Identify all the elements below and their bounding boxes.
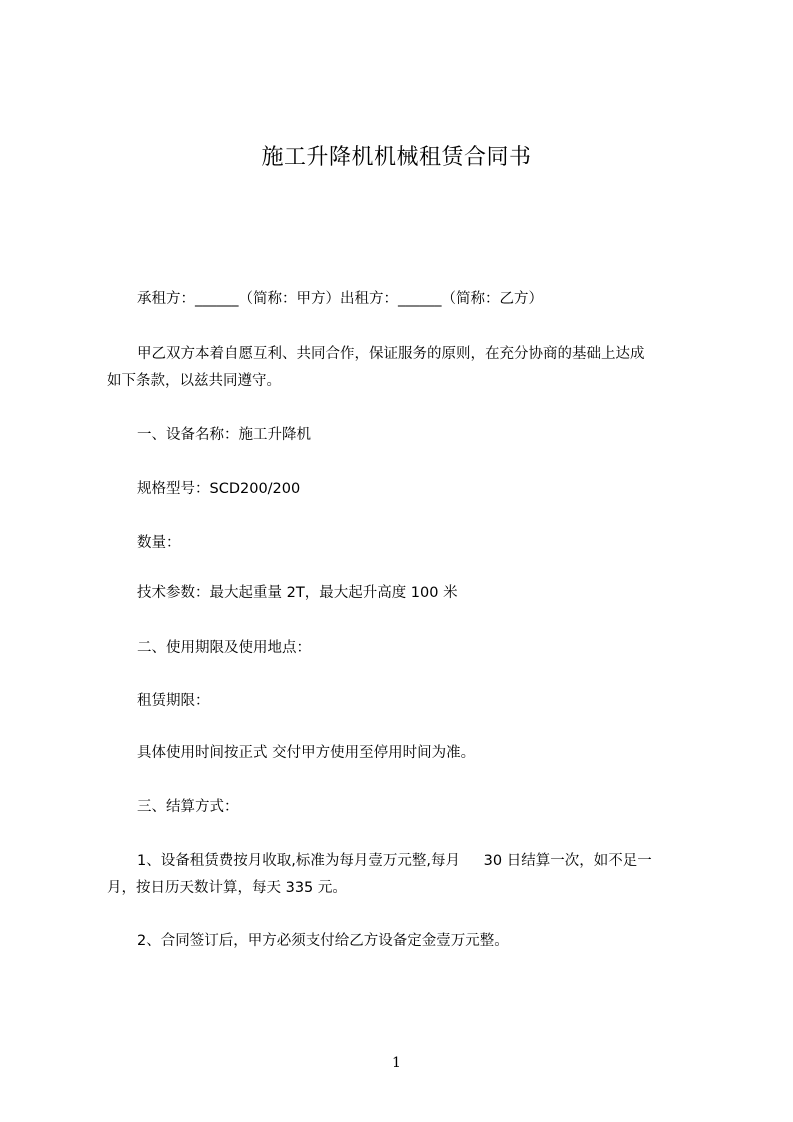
preamble-line-1: 甲乙双方本着自愿互利、共同合作，保证服务的原则，在充分协商的基础上达成 <box>137 346 645 362</box>
deposit-line: 2、合同签订后，甲方必须支付给乙方设备定金壹万元整。 <box>137 933 509 949</box>
lease-term-line: 租赁期限： <box>137 693 210 709</box>
document-title: 施工升降机机械租赁合同书 <box>261 145 532 170</box>
usage-time-line: 具体使用时间按正式 交付甲方使用至停用时间为准。 <box>137 745 476 761</box>
section-3-heading: 三、结算方式： <box>137 799 239 815</box>
preamble-line-2: 如下条款，以兹共同遵守。 <box>107 373 281 389</box>
tech-params-line: 技术参数：最大起重量 2T，最大起升高度 100 米 <box>137 585 458 601</box>
settlement-line-2: 月，按日历天数计算，每天 335 元。 <box>107 880 347 896</box>
parties-line: 承租方：______（简称：甲方）出租方：______（简称：乙方） <box>137 291 543 307</box>
quantity-line: 数量： <box>137 535 181 551</box>
section-1-heading: 一、设备名称：施工升降机 <box>137 427 311 443</box>
model-line: 规格型号：SCD200/200 <box>137 481 301 497</box>
settlement-line-1: 1、设备租赁费按月收取,标准为每月壹万元整,每月 30 日结算一次，如不足一 <box>137 853 652 869</box>
section-2-heading: 二、使用期限及使用地点： <box>137 640 311 656</box>
page-number: 1 <box>392 1055 401 1071</box>
